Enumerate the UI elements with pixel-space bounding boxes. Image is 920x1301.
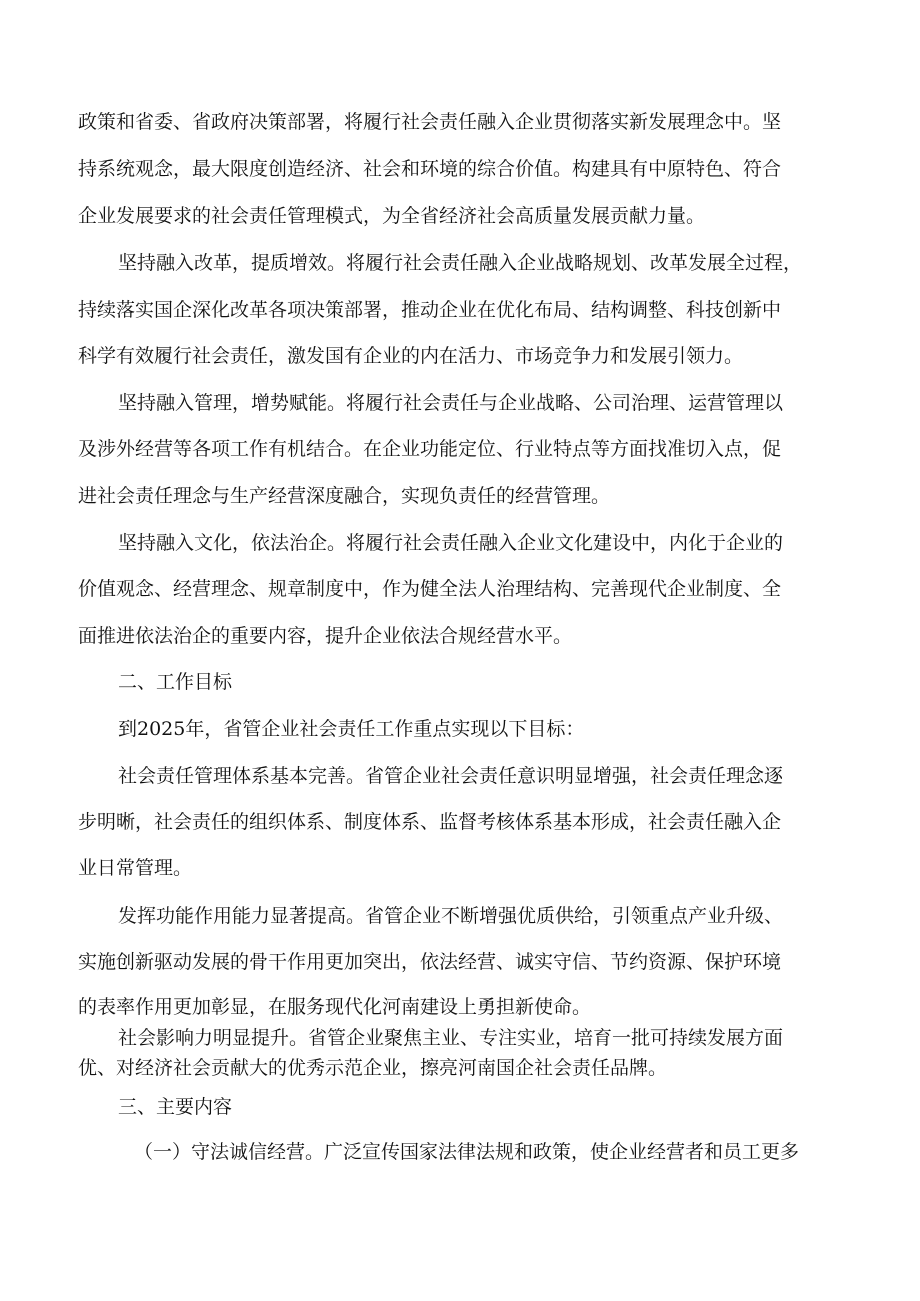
- text-line: 到2025年，省管企业社会责任工作重点实现以下目标：: [118, 718, 585, 740]
- text-line: 持系统观念，最大限度创造经济、社会和环境的综合价值。构建具有中原特色、符合: [78, 158, 782, 180]
- text-line: 社会影响力明显提升。省管企业聚焦主业、专注实业，培育一批可持续发展方面: [118, 1027, 784, 1049]
- text-line: 面推进依法治企的重要内容，提升企业依法合规经营水平。: [78, 625, 573, 647]
- text-line: 政策和省委、省政府决策部署，将履行社会责任融入企业贯彻落实新发展理念中。坚: [78, 111, 782, 133]
- text-line: 科学有效履行社会责任，激发国有企业的内在活力、市场竞争力和发展引领力。: [78, 345, 744, 367]
- text-line: 发挥功能作用能力显著提高。省管企业不断增强优质供给，引领重点产业升级、: [118, 905, 784, 927]
- text-line: 坚持融入管理，增势赋能。将履行社会责任与企业战略、公司治理、运营管理以: [118, 392, 784, 414]
- text-line: 的表率作用更加彰显，在服务现代化河南建设上勇担新使命。: [78, 996, 592, 1018]
- text-line: 社会责任管理体系基本完善。省管企业社会责任意识明显增强，社会责任理念逐: [118, 765, 784, 787]
- text-line: 实施创新驱动发展的骨干作用更加突出，依法经营、诚实守信、节约资源、保护环境: [78, 951, 782, 973]
- section-heading: 三、主要内容: [118, 1096, 233, 1118]
- text-line: 持续落实国企深化改革各项决策部署，推动企业在优化布局、结构调整、科技创新中: [78, 299, 782, 321]
- text-line: 业日常管理。: [78, 857, 193, 879]
- text-line: 进社会责任理念与生产经营深度融合，实现负责任的经营管理。: [78, 485, 611, 507]
- text-line: 优、对经济社会贡献大的优秀示范企业，擦亮河南国企社会责任品牌。: [78, 1057, 668, 1079]
- text-line: 及涉外经营等各项工作有机结合。在企业功能定位、行业特点等方面找准切入点，促: [78, 438, 782, 460]
- text-line: 坚持融入改革，提质增效。将履行社会责任融入企业战略规划、改革发展全过程，: [118, 252, 803, 274]
- text-line: 价值观念、经营理念、规章制度中，作为健全法人治理结构、完善现代企业制度、全: [78, 578, 782, 600]
- section-heading: 二、工作目标: [118, 671, 233, 693]
- text-line: （一）守法诚信经营。广泛宣传国家法律法规和政策，使企业经营者和员工更多: [134, 1141, 800, 1163]
- text-line: 企业发展要求的社会责任管理模式，为全省经济社会高质量发展贡献力量。: [78, 205, 706, 227]
- text-line: 坚持融入文化，依法治企。将履行社会责任融入企业文化建设中，内化于企业的: [118, 532, 784, 554]
- text-line: 步明晰，社会责任的组织体系、制度体系、监督考核体系基本形成，社会责任融入企: [78, 811, 782, 833]
